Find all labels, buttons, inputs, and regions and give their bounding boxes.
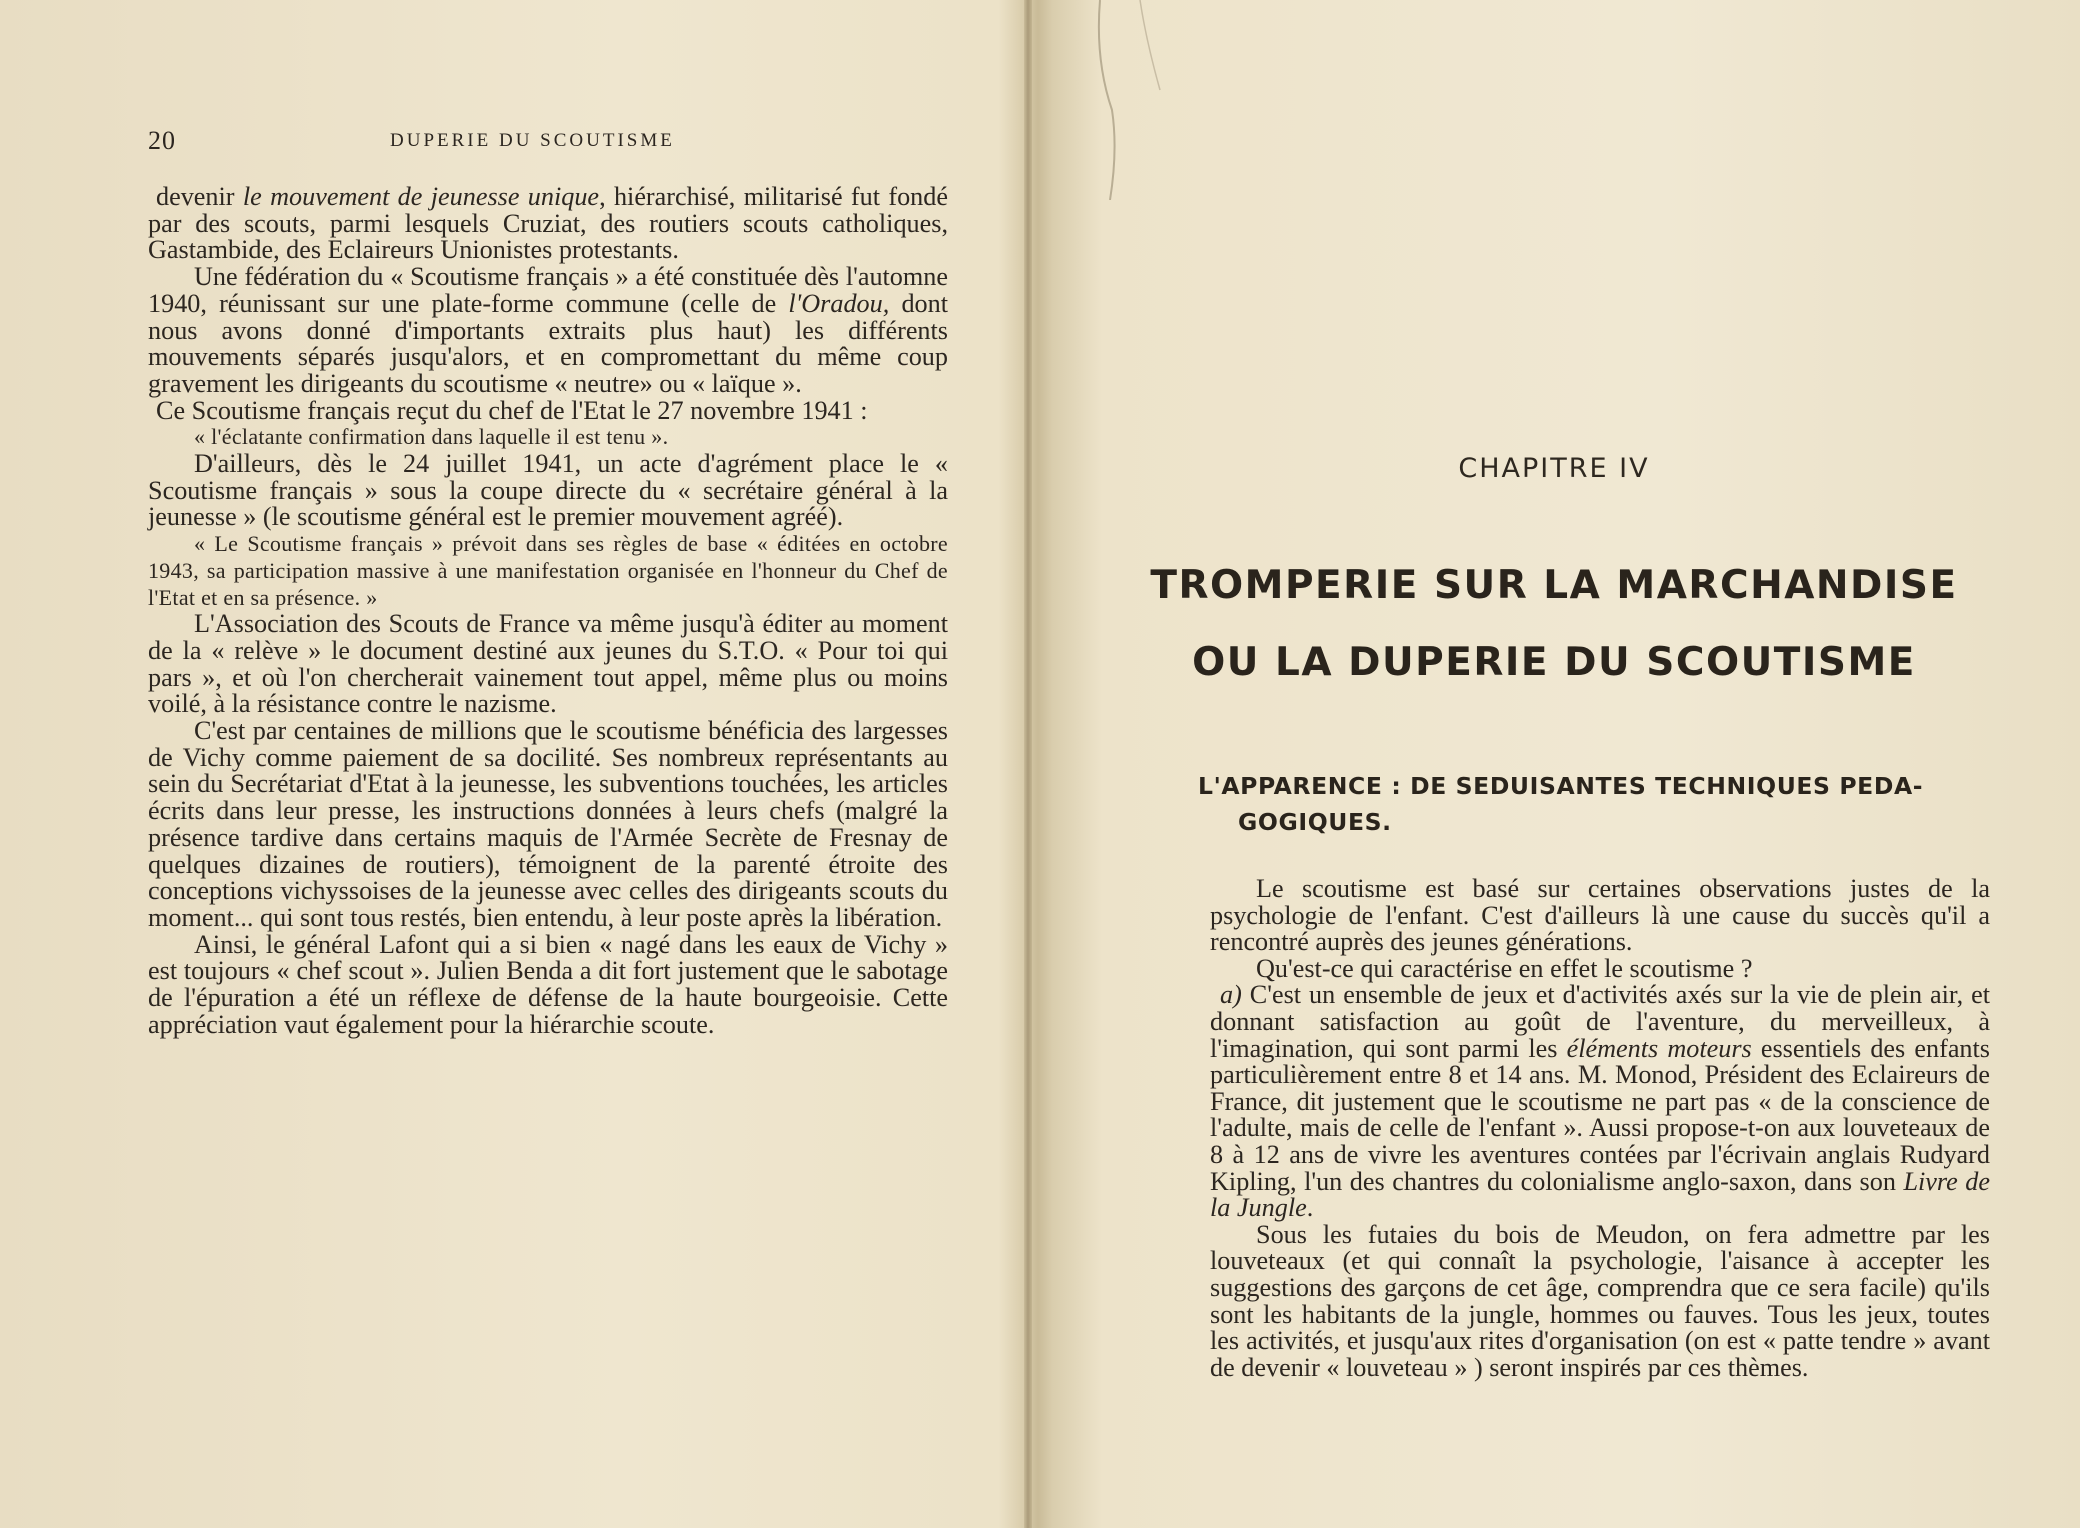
paragraph bbox=[148, 929, 948, 1039]
text-run: D'ailleurs, dès le 24 juillet 1941, un acte d'agrément place le « Scoutisme français » sous la coupe directe du « secrétaire général à la jeunesse » (le scoutisme général est le premier mouvement agréé). bbox=[148, 449, 948, 532]
italic-text: a) bbox=[1220, 980, 1242, 1010]
left-body-text bbox=[148, 184, 948, 1039]
text-run: dont nous avons donné d'importants extraits plus haut) les différents mouvements séparés jusqu'alors, et en compromettant du même coup gravement les dirigeants du scoutisme « neutre» ou « laïque ». bbox=[148, 288, 949, 398]
italic-text: le mouvement de jeunesse unique bbox=[242, 182, 600, 211]
paragraph bbox=[148, 451, 948, 531]
paragraph bbox=[148, 184, 948, 264]
text-run: Une fédération du « Scoutisme français » a été constituée dès l'automne 1940, réunissant sur une plate-forme commune (celle de bbox=[148, 262, 948, 318]
right-body-text bbox=[1210, 876, 1990, 1381]
text-run: . bbox=[1306, 1193, 1314, 1223]
page-number: 20 bbox=[148, 126, 176, 155]
left-page bbox=[0, 0, 1028, 1528]
chapter-label: CHAPITRE IV bbox=[1458, 453, 1650, 484]
paragraph bbox=[148, 718, 948, 932]
paragraph bbox=[148, 395, 948, 425]
text-run: Sous les futaies du bois de Meudon, on fera admettre par les louveteaux (et qui connaît la psychologie, l'aisance à accepter les suggestions des garçons de cet âge, comprendra que ce sera facile) qu'ils sont les habitants de la jungle, hommes ou fauves. Tous les jeux, toutes les activités, et jusqu'aux rites d'organisation (on est « patte tendre » avant de devenir « louveteau » ) seront inspirés par ces thèmes. bbox=[1210, 1219, 1990, 1382]
italic-text: Livre de la Jungle bbox=[1210, 1166, 1991, 1223]
text-run: « l'éclatante confirmation dans laquelle il est tenu ». bbox=[194, 424, 669, 450]
text-run: C'est un ensemble de jeux et d'activités axés sur la vie de plein air, et donnant satisfaction au goût de l'aventure, du merveilleux, à l'imagination, qui sont parmi les bbox=[1210, 980, 1990, 1063]
paragraph bbox=[148, 531, 948, 611]
paragraph bbox=[1210, 1219, 1990, 1382]
paragraph bbox=[1210, 953, 1990, 983]
section-heading bbox=[1198, 768, 1980, 840]
text-run: C'est par centaines de millions que le scoutisme bénéficia des largesses de Vichy comme paiement de sa docilité. Ses nombreux représentants au sein du Secrétariat d'Etat à la jeunesse, les subventions touchées, les articles écrits dans leur presse, les instructions données à leurs chefs (malgré la présence tardive dans certains maquis de l'Armée Secrète de Fresnay de quelques dizaines de routiers), témoignent de la parenté étroite des conceptions vichyssoises de la jeunesse avec celles des dirigeants scouts du moment... qui sont tous restés, bien entendu, à leur poste après la libération. bbox=[148, 716, 948, 932]
paragraph bbox=[1210, 876, 1990, 956]
text-run: , hiérarchisé, militarisé fut fondé par des scouts, parmi lesquels Cruziat, des routiers scouts catholiques, Gastambide, des Eclaireurs Unionistes protestants. bbox=[148, 182, 948, 265]
text-run: Ce Scoutisme français reçut du chef de l'Etat le 27 novembre 1941 : bbox=[156, 395, 868, 425]
paragraph bbox=[1210, 982, 1990, 1221]
section-heading-line-1: L'APPARENCE : DE SEDUISANTES TECHNIQUES PEDA- bbox=[1198, 772, 1924, 800]
text-run: essentiels des enfants particulièrement entre 8 et 14 ans. M. Monod, Président des Eclaireurs de France, dit justement que le scoutisme ne part pas « de la conscience de l'adulte, mais de celle de l'enfant ». Aussi propose-t-on aux louveteaux de 8 à 12 ans de vivre les aventures contées par l'écrivain anglais Rudyard Kipling, l'un des chantres du colonialisme anglo-saxon, dans son bbox=[1210, 1033, 1990, 1196]
section-heading-line-2: GOGIQUES. bbox=[1238, 808, 1392, 836]
text-run: L'Association des Scouts de France va même jusqu'à éditer au moment de la « relève » le document destiné aux jeunes du S.T.O. « Pour toi qui pars », et où l'on chercherait vainement tout appel, même plus ou moins voilé, à la résistance contre le nazisme. bbox=[148, 609, 948, 719]
italic-text: l'Oradou, bbox=[788, 288, 890, 318]
paragraph bbox=[148, 611, 948, 718]
text-run: « Le Scoutisme français » prévoit dans ses règles de base « éditées en octobre 1943, sa participation massive à une manifestation organisée en l'honneur du Chef de l'Etat et en sa présence. » bbox=[148, 531, 948, 610]
chapter-title-line-2: OU LA DUPERIE DU SCOUTISME bbox=[1192, 640, 1916, 685]
paragraph bbox=[148, 424, 948, 451]
running-header: DUPERIE DU SCOUTISME bbox=[390, 130, 675, 151]
text-run: Qu'est-ce qui caractérise en effet le scoutisme ? bbox=[1256, 953, 1753, 983]
italic-text: éléments moteurs bbox=[1566, 1033, 1752, 1063]
text-run: Le scoutisme est basé sur certaines observations justes de la psychologie de l'enfant. C'est d'ailleurs là une cause du succès qu'il a rencontré auprès des jeunes générations. bbox=[1210, 874, 1990, 957]
chapter-title-line-1: TROMPERIE SUR LA MARCHANDISE bbox=[1150, 563, 1958, 608]
text-run: Ainsi, le général Lafont qui a si bien « nagé dans les eaux de Vichy » est toujours « chef scout ». Julien Benda a dit fort justement que le sabotage de l'épuration a été un réflexe de défense de la haute bourgeoisie. Cette appréciation vaut également pour la hiérarchie scoute. bbox=[148, 929, 948, 1039]
text-run: devenir bbox=[156, 182, 243, 211]
paragraph bbox=[148, 264, 948, 398]
